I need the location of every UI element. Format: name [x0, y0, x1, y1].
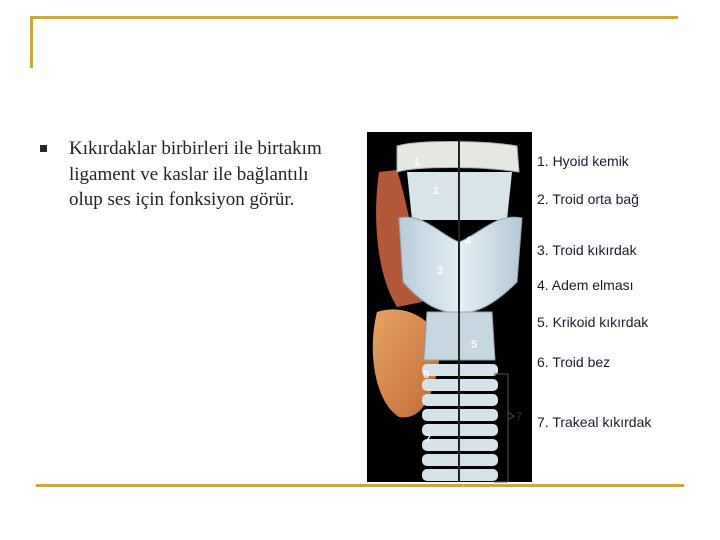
legend-item-1: 1. Hyoid kemik [537, 153, 629, 169]
figure-number-5: 5 [471, 339, 478, 351]
trachea-bracket [492, 372, 532, 484]
bottom-frame-line [36, 484, 684, 487]
legend-item-5: 5. Krikoid kıkırdak [537, 314, 649, 330]
legend-item-4: 4. Adem elması [537, 277, 634, 293]
legend-item-7: 7. Trakeal kıkırdak [537, 414, 652, 430]
legend-item-2: 2. Troid orta bağ [537, 191, 639, 207]
figure-number-4: 4 [465, 235, 472, 247]
figure-number-3: 3 [437, 265, 444, 277]
bullet-item [40, 136, 340, 213]
legend-item-6: 6. Troid bez [537, 354, 611, 370]
figure-number-2: 2 [433, 185, 440, 197]
square-bullet-icon [40, 145, 47, 152]
figure-number-1: 1 [414, 157, 421, 169]
bracket-number: 7 [516, 411, 523, 423]
legend-item-3: 3. Troid kıkırdak [537, 242, 637, 258]
left-frame-line [30, 16, 33, 68]
top-frame-line [30, 16, 678, 19]
bullet-text: Kıkırdaklar birbirleri ile birtakım ligament ve kaslar ile bağlantılı olup ses için fonksiyon görür. [69, 138, 322, 210]
figure-number-6: 6 [423, 369, 430, 381]
figure-number-7: 7 [425, 433, 432, 445]
